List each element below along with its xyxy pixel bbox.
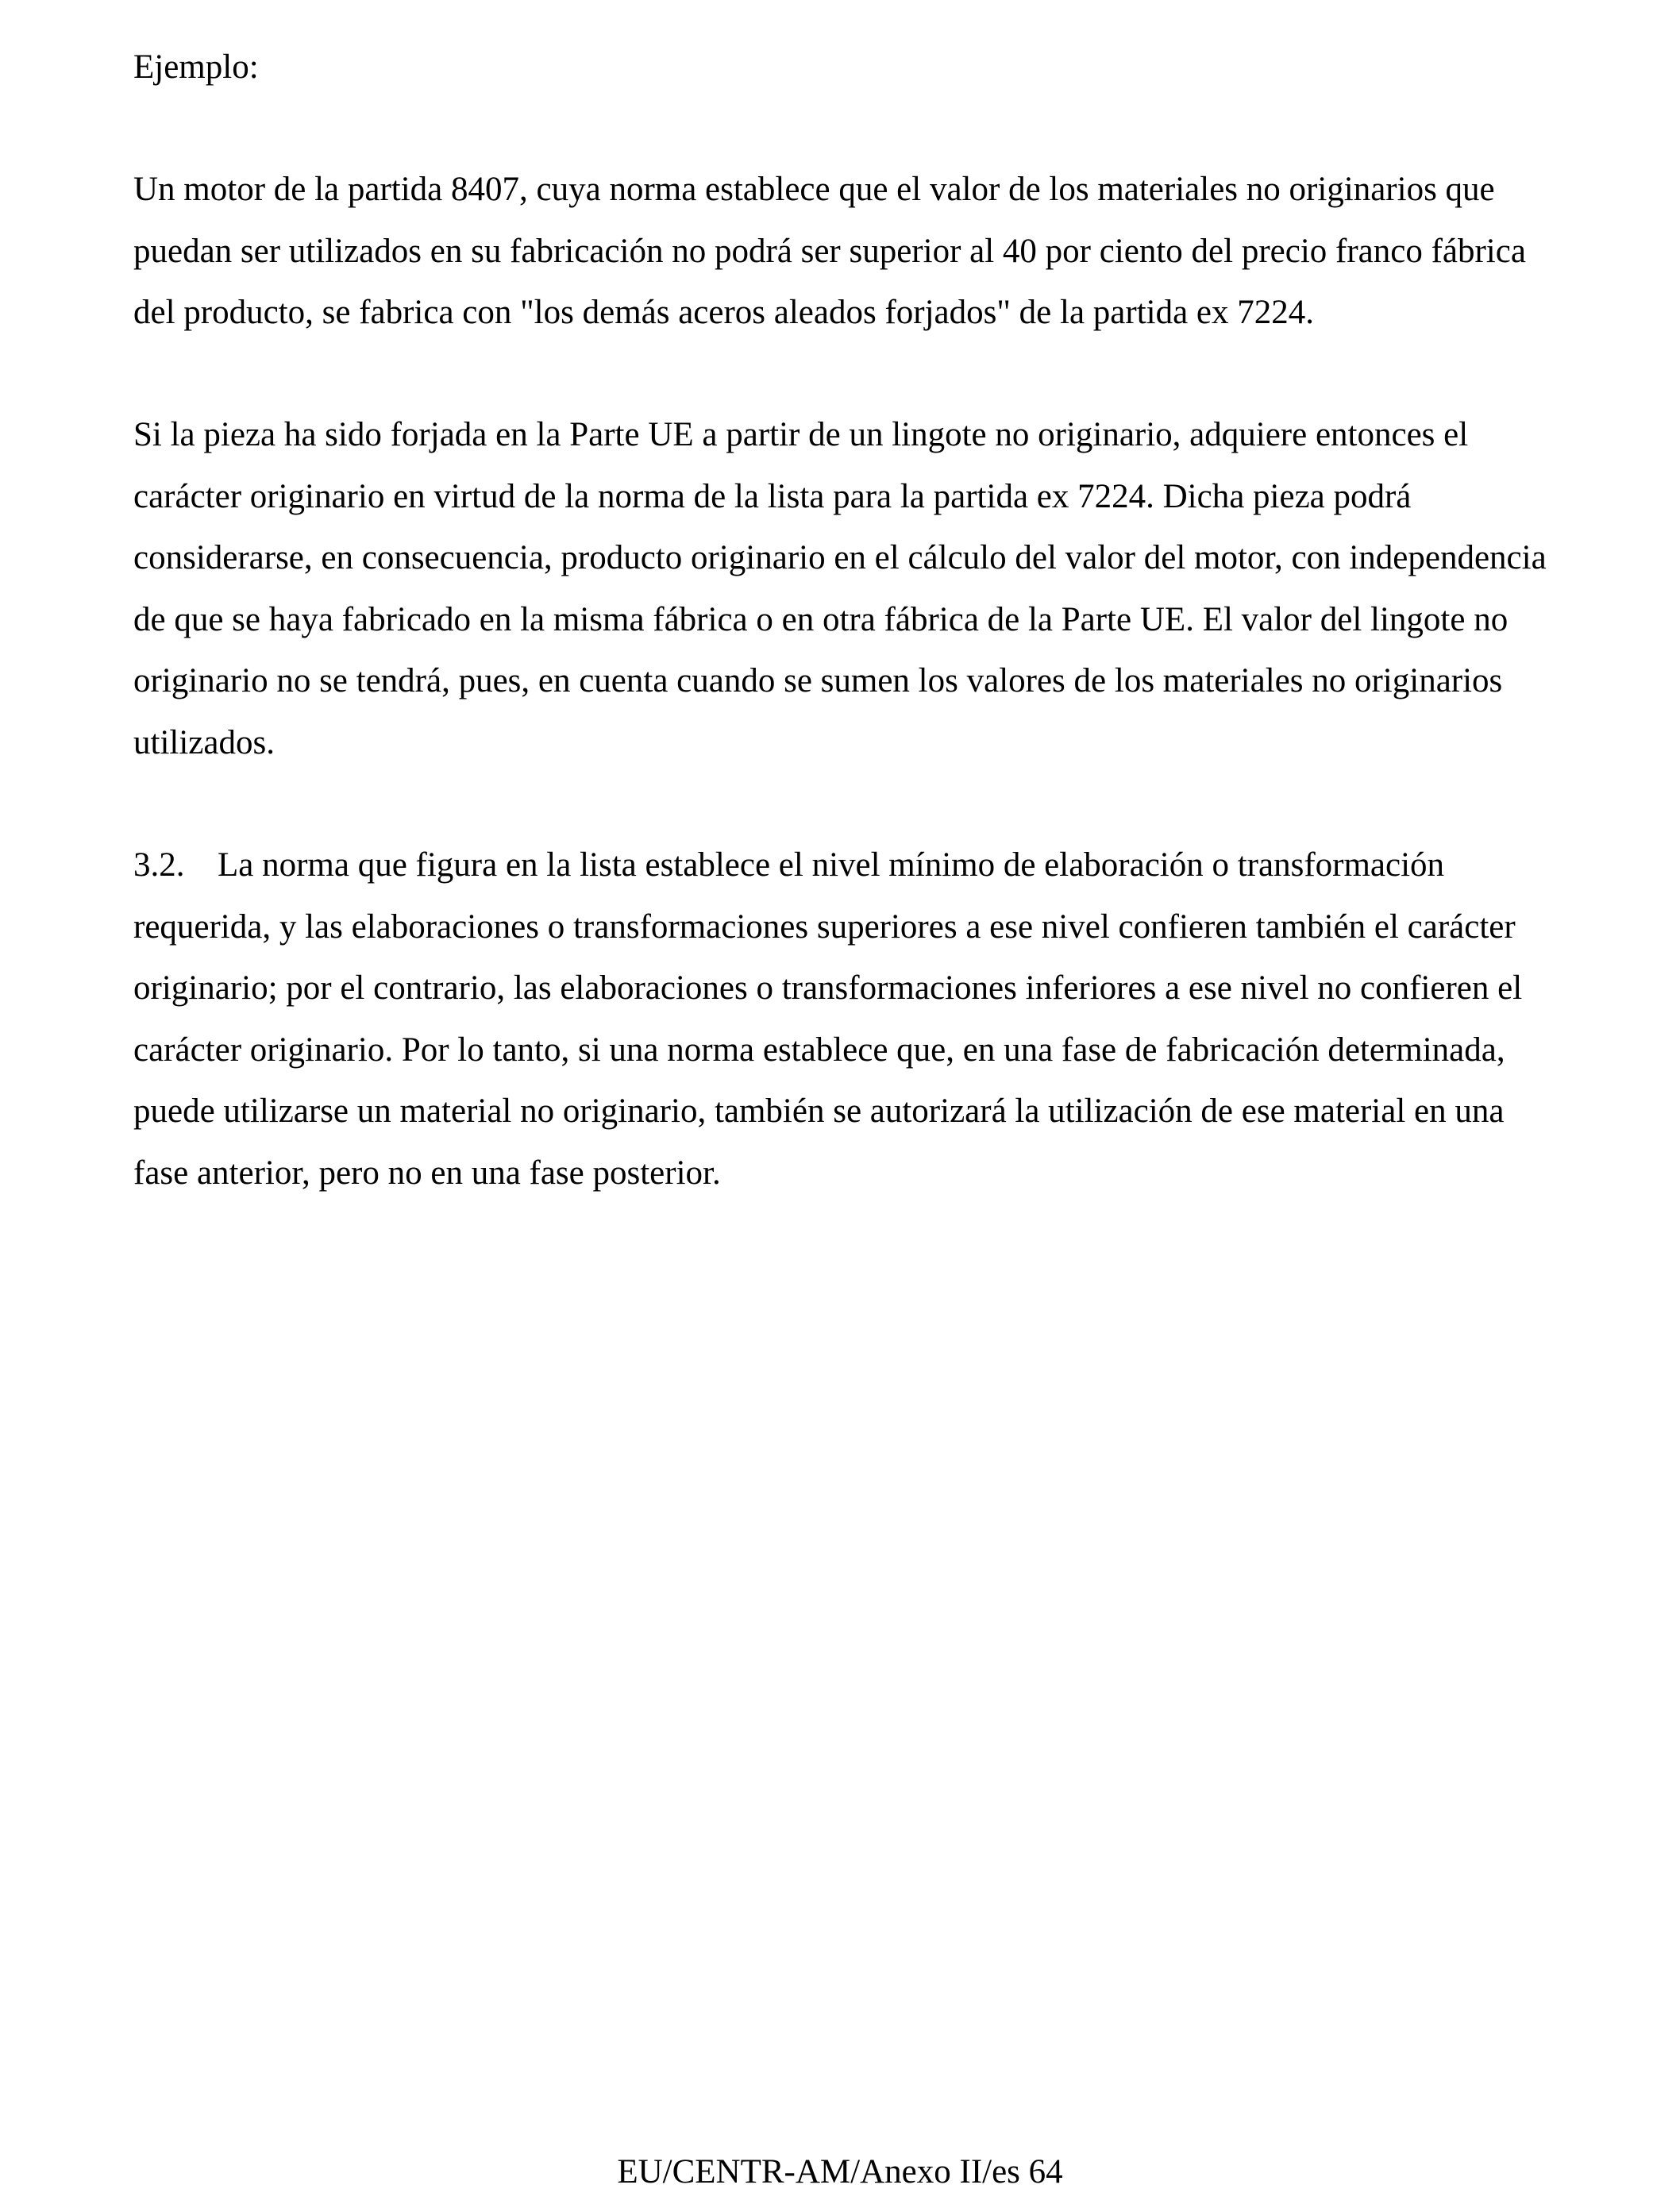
example-heading: Ejemplo: [133,48,259,86]
page-footer: EU/CENTR-AM/Anexo II/es 64 [617,2153,1063,2191]
paragraph-motor-example: Un motor de la partida 8407, cuya norma establece que el valor de los materiales no originarios que puedan ser utilizados en su fabricación no podrá ser superior al 40 por ciento del precio franco fábrica del producto, se fabrica con "los demás aceros aleados forjados" de la partida ex 7224. [133,171,1526,331]
paragraph-forged-piece: Si la pieza ha sido forjada en la Parte UE a partir de un lingote no originario, adquiere entonces el carácter originario en virtud de la norma de la lista para la partida ex 7224. Dicha pieza podrá considerarse, en consecuencia, producto originario en el cálculo del valor del motor, con independencia de que se haya fabricado en la misma fábrica o en otra fábrica de la Parte UE. El valor del lingote no originario no se tendrá, pues, en cuenta cuando se sumen los valores de los materiales no originarios utilizados. [133,416,1547,761]
section-3-2-text: La norma que figura en la lista establece el nivel mínimo de elaboración o transformación requerida, y las elaboraciones o transformaciones superiores a ese nivel confieren también el carácter originario; por el contrario, las elaboraciones o transformaciones inferiores a ese nivel no confieren el carácter originario. Por lo tanto, si una norma establece que, en una fase de fabricación determinada, puede utilizarse un material no originario, también se autorizará la utilización de ese material en una fase anterior, pero no en una fase posterior. [133,846,1523,1192]
section-number: 3.2. [133,846,185,884]
paragraph-section-3-2 [133,834,1562,1204]
